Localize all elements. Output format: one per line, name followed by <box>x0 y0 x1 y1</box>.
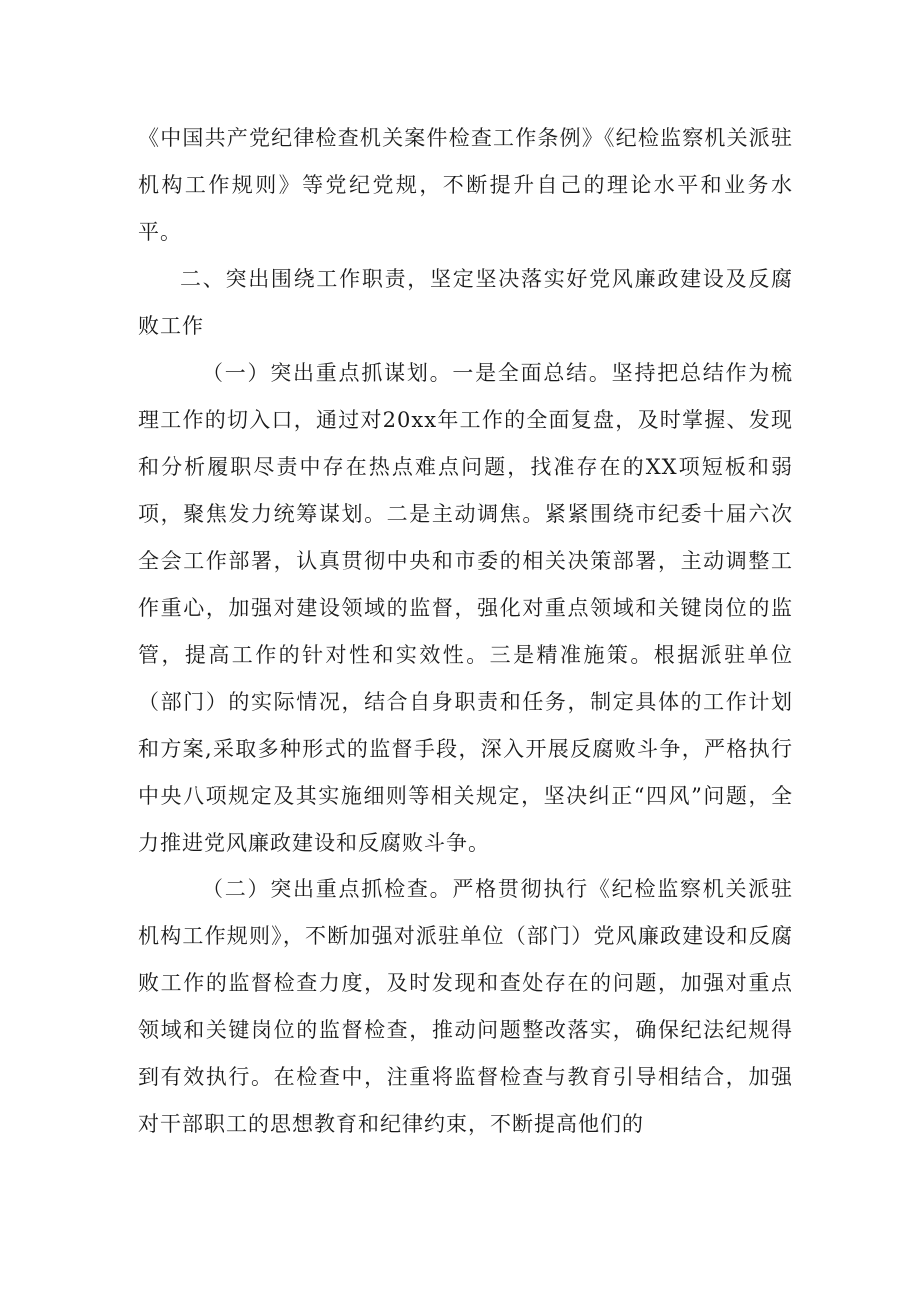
section-heading-two: 二、突出围绕工作职责，坚定坚决落实好党风廉政建设及反腐败工作 <box>138 267 793 338</box>
paragraph-inspection: （二）突出重点抓检查。严格贯彻执行《纪检监察机关派驻机构工作规则》，不断加强对派驻单位（部门）党风廉政建设和反腐败工作的监督检查力度，及时发现和查处存在的问题，加强对重点领域和关键岗位的监督检查，推动问题整改落实，确保纪法纪规得到有效执行。在检查中，注重将监督检查与教育引导相结合，加强对干部职工的思想教育和纪律约束，不断提高他们的 <box>138 877 793 1136</box>
paragraph-planning: （一）突出重点抓谋划。一是全面总结。坚持把总结作为梳理工作的切入口，通过对20xx年工作的全面复盘，及时掌握、发现和分析履职尽责中存在热点难点问题，找准存在的XX项短板和弱项，聚焦发力统筹谋划。二是主动调焦。紧紧围绕市纪委十届六次全会工作部署，认真贯彻中央和市委的相关决策部署，主动调整工作重心，加强对建设领域的监督，强化对重点领域和关键岗位的监管，提高工作的针对性和实效性。三是精准施策。根据派驻单位（部门）的实际情况，结合自身职责和任务，制定具体的工作计划和方案,采取多种形式的监督手段，深入开展反腐败斗争，严格执行中央八项规定及其实施细则等相关规定，坚决纠正“四风”问题，全力推进党风廉政建设和反腐败斗争。 <box>138 361 793 855</box>
paragraph-regulations-continuation: 《中国共产党纪律检查机关案件检查工作条例》《纪检监察机关派驻机构工作规则》等党纪党规，不断提升自己的理论水平和业务水平。 <box>138 126 793 244</box>
